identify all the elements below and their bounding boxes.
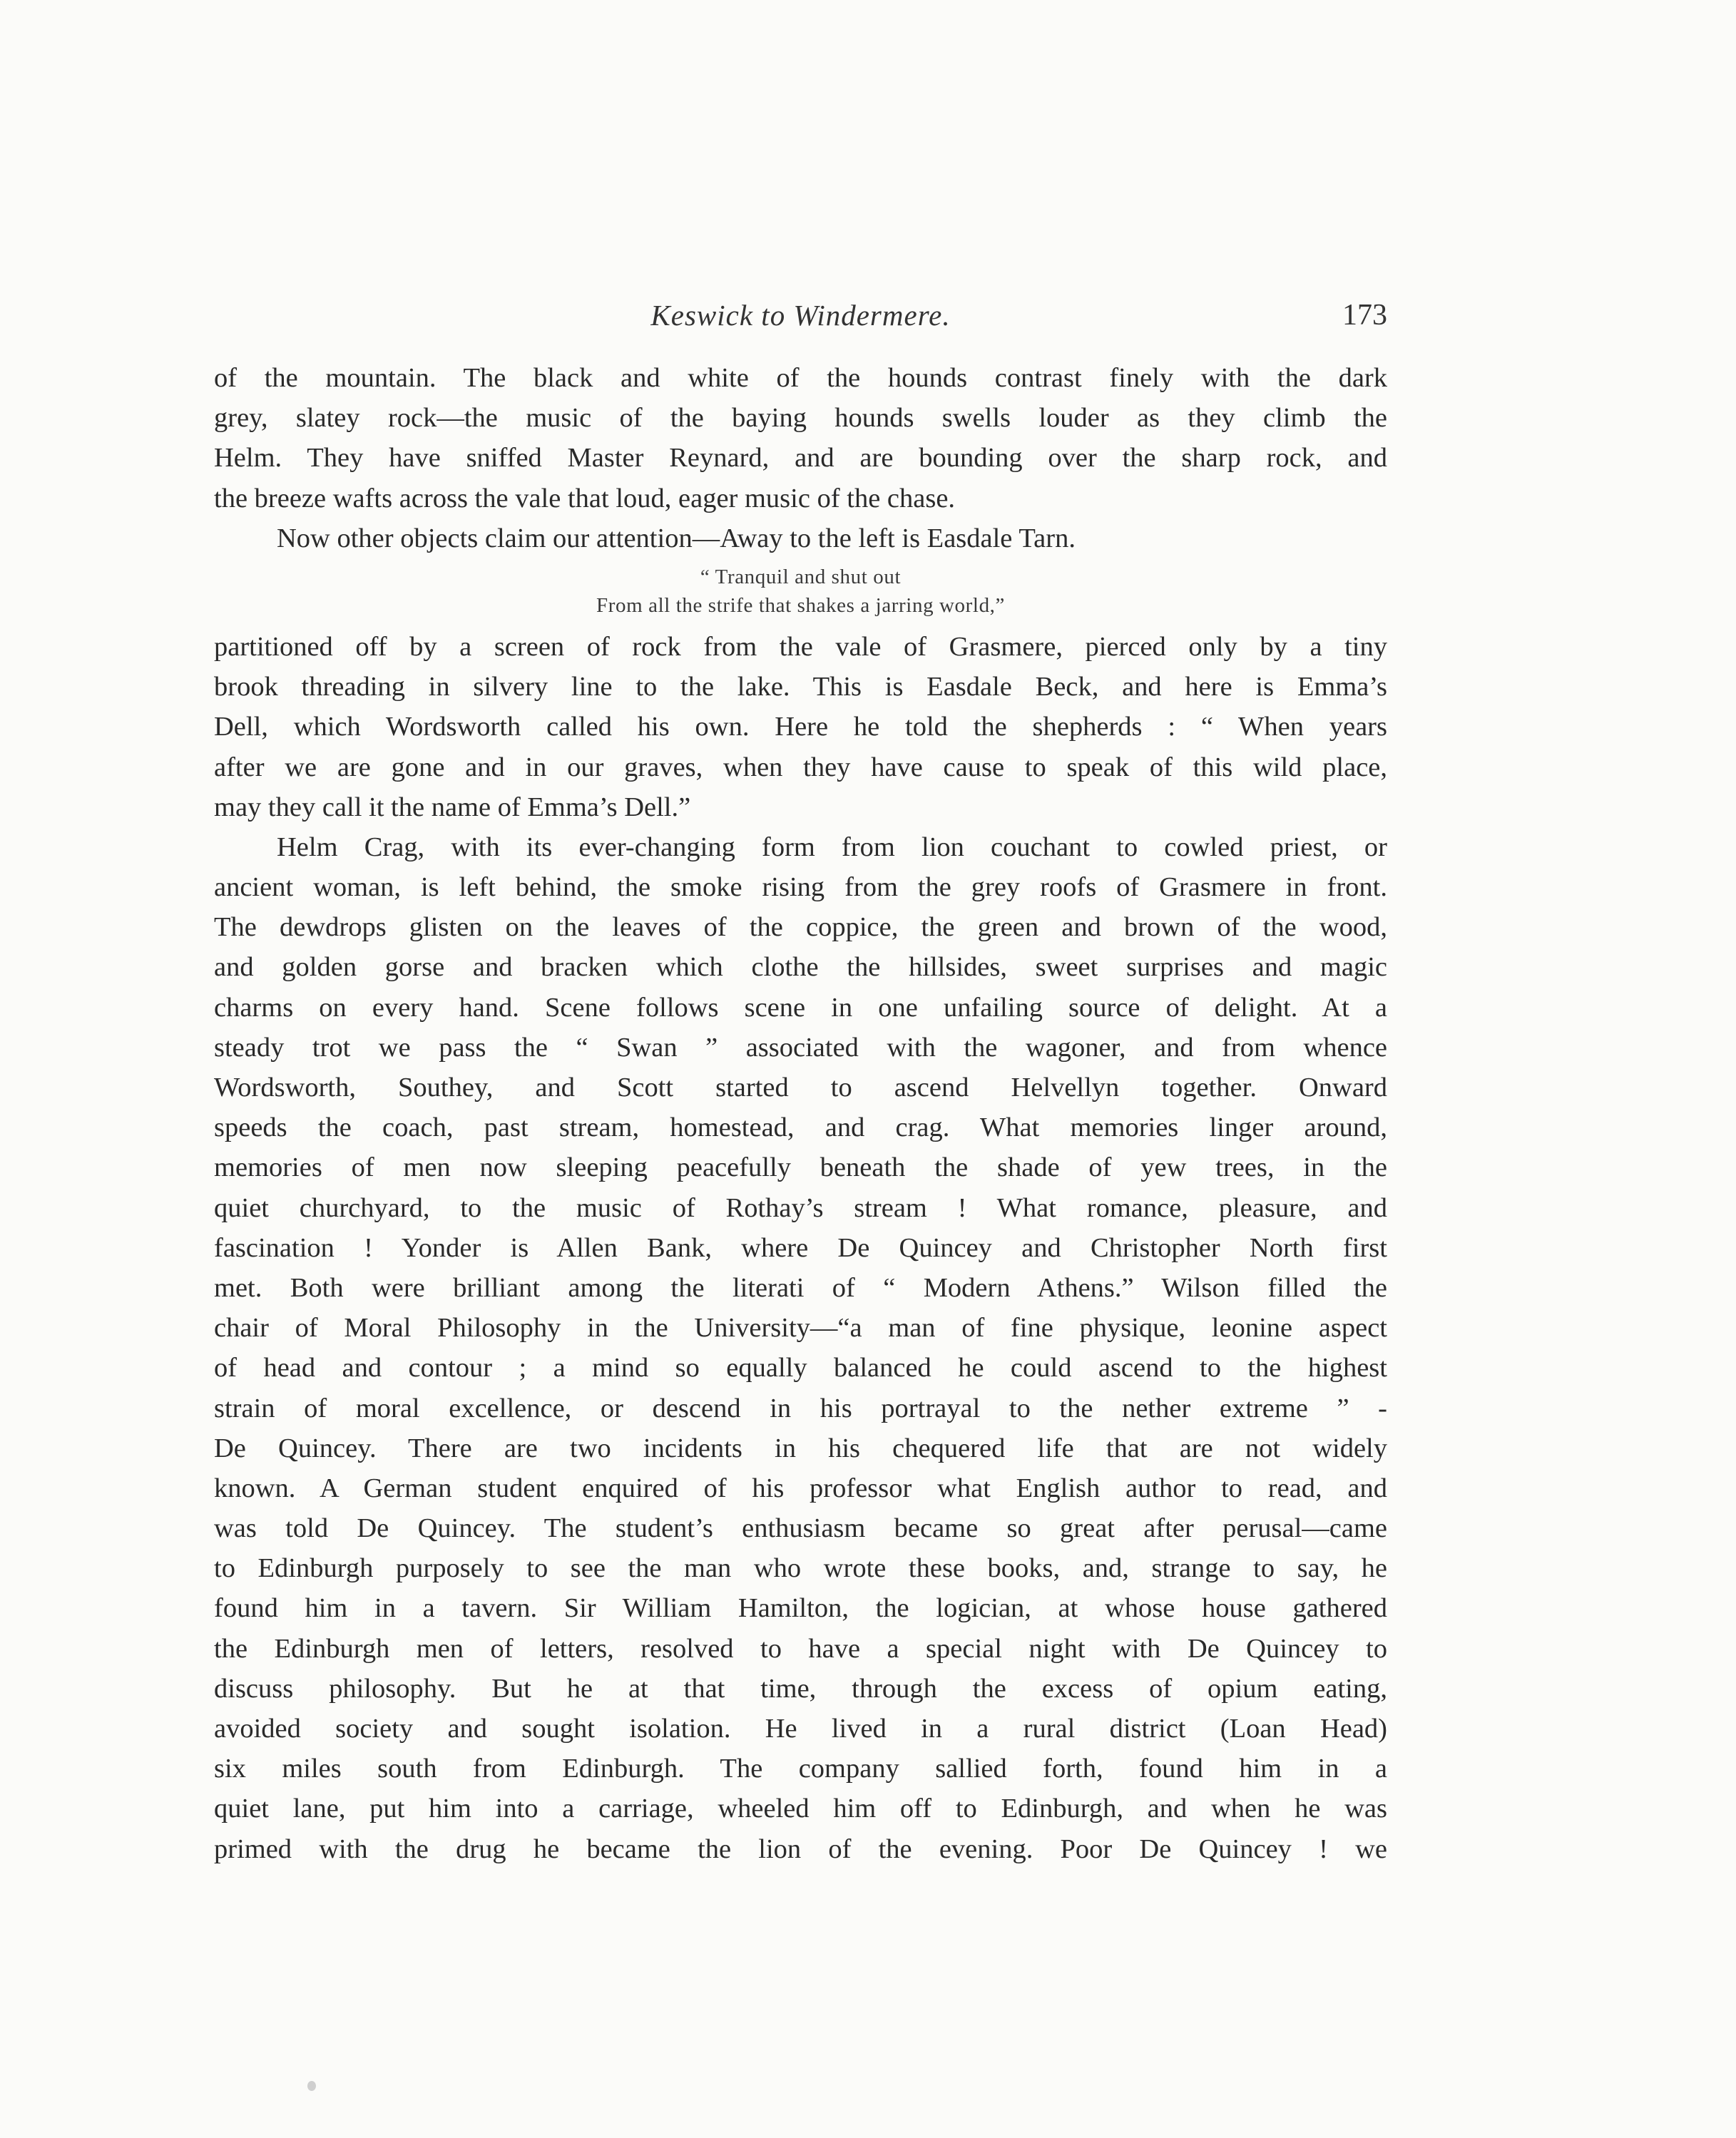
page-header <box>214 298 1387 341</box>
text-line: avoided society and sought isolation. He lived in a rural district (Loan Head) <box>214 1714 1387 1744</box>
text-line: was told De Quincey. The student’s enthusiasm became so great after perusal—came <box>214 1513 1387 1544</box>
text-line: ancient woman, is left behind, the smoke rising from the grey roofs of Grasmere in front. <box>214 872 1387 903</box>
text-line: Now other objects claim our attention—Away to the left is Easdale Tarn. <box>277 523 1076 553</box>
text-line: steady trot we pass the “ Swan ” associated with the wagoner, and from whence <box>214 1032 1387 1063</box>
text-line: the breeze wafts across the vale that loud, eager music of the chase. <box>214 483 956 513</box>
text-line: Helm. They have sniffed Master Reynard, and are bounding over the sharp rock, and <box>214 443 1387 474</box>
text-line: chair of Moral Philosophy in the University—“a man of fine physique, leonine aspect <box>214 1313 1387 1344</box>
text-line: discuss philosophy. But he at that time, through the excess of opium eating, <box>214 1673 1387 1704</box>
paragraph-1 <box>214 358 1387 518</box>
text-line: brook threading in silvery line to the lake. This is Easdale Beck, and here is Emma’s <box>214 672 1387 702</box>
text-line: Helm Crag, with its ever-changing form from lion couchant to cowled priest, or <box>277 832 1387 862</box>
text-line: may they call it the name of Emma’s Dell.” <box>214 792 691 822</box>
text-line: De Quincey. There are two incidents in his chequered life that are not widely <box>214 1433 1387 1463</box>
paragraph-3 <box>214 627 1387 827</box>
quote-line: “ Tranquil and shut out <box>700 565 902 588</box>
text-line: The dewdrops glisten on the leaves of the coppice, the green and brown of the wood, <box>214 912 1387 943</box>
paragraph-4 <box>214 827 1387 1869</box>
quote-line: From all the strife that shakes a jarring world,” <box>596 593 1005 617</box>
text-line: Wordsworth, Southey, and Scott started to ascend Helvellyn together. Onward <box>214 1073 1387 1103</box>
text-line: quiet churchyard, to the music of Rothay’s stream ! What romance, pleasure, and <box>214 1192 1387 1223</box>
ink-speck <box>307 2081 316 2091</box>
verse-quotation <box>214 563 1387 620</box>
text-line: grey, slatey rock—the music of the baying hounds swells louder as they climb the <box>214 403 1387 434</box>
text-line: of the mountain. The black and white of the hounds contrast finely with the dark <box>214 363 1387 393</box>
text-line: primed with the drug he became the lion of the evening. Poor De Quincey ! we <box>214 1833 1387 1864</box>
page-number: 173 <box>1342 299 1387 332</box>
text-line: partitioned off by a screen of rock from the vale of Grasmere, pierced only by a tiny <box>214 631 1387 662</box>
text-line: memories of men now sleeping peacefully beneath the shade of yew trees, in the <box>214 1152 1387 1183</box>
paragraph-2 <box>214 518 1387 558</box>
body-text <box>214 358 1387 1869</box>
text-line: met. Both were brilliant among the literati of “ Modern Athens.” Wilson filled the <box>214 1272 1387 1303</box>
text-line: charms on every hand. Scene follows scene in one unfailing source of delight. At a <box>214 992 1387 1023</box>
text-line: strain of moral excellence, or descend in his portrayal to the nether extreme ” - <box>214 1393 1387 1423</box>
running-title: Keswick to Windermere. <box>650 299 951 332</box>
text-line: found him in a tavern. Sir William Hamilton, the logician, at whose house gathered <box>214 1593 1387 1624</box>
text-line: fascination ! Yonder is Allen Bank, where De Quincey and Christopher North first <box>214 1232 1387 1263</box>
text-line: known. A German student enquired of his professor what English author to read, and <box>214 1473 1387 1503</box>
text-line: six miles south from Edinburgh. The company sallied forth, found him in a <box>214 1754 1387 1784</box>
text-line: to Edinburgh purposely to see the man who wrote these books, and, strange to say, he <box>214 1553 1387 1584</box>
text-line: speeds the coach, past stream, homestead, and crag. What memories linger around, <box>214 1113 1387 1143</box>
text-line: Dell, which Wordsworth called his own. Here he told the shepherds : “ When years <box>214 712 1387 742</box>
text-line: after we are gone and in our graves, when they have cause to speak of this wild place, <box>214 752 1387 782</box>
text-line: of head and contour ; a mind so equally balanced he could ascend to the highest <box>214 1353 1387 1383</box>
text-line: the Edinburgh men of letters, resolved to have a special night with De Quincey to <box>214 1633 1387 1664</box>
text-line: and golden gorse and bracken which clothe the hillsides, sweet surprises and magic <box>214 952 1387 983</box>
text-line: quiet lane, put him into a carriage, wheeled him off to Edinburgh, and when he was <box>214 1794 1387 1824</box>
